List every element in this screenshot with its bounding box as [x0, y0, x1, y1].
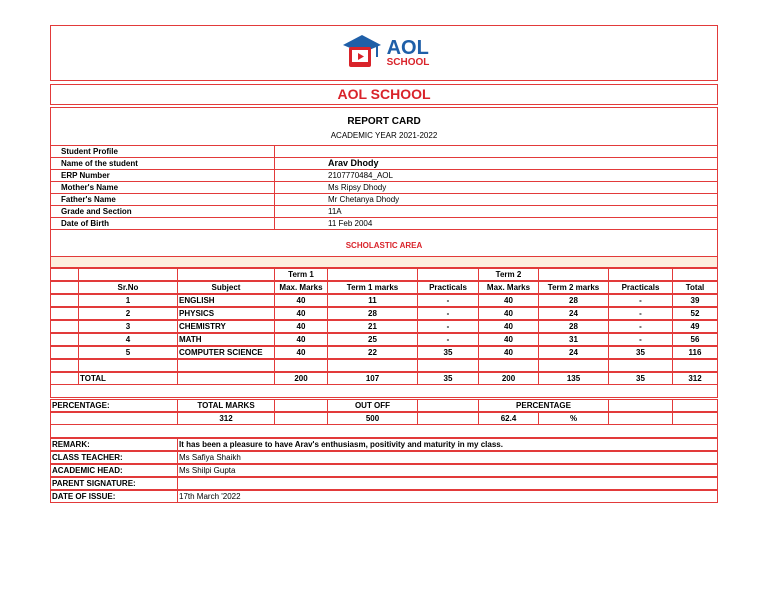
- practicals: 35: [609, 346, 673, 359]
- term1-marks: 25: [328, 333, 418, 346]
- term2-label: Term 2: [479, 268, 539, 281]
- practicals: -: [418, 333, 479, 346]
- spacer-row: [50, 425, 718, 438]
- table-row: [50, 320, 718, 333]
- logo-main-text: AOL: [386, 37, 429, 59]
- total-value: 312: [673, 372, 718, 385]
- subject: CHEMISTRY: [178, 320, 275, 333]
- max-marks: 40: [275, 346, 328, 359]
- col-header: Max. Marks: [479, 281, 539, 294]
- sr-no: 2: [79, 307, 178, 320]
- sr-no: 5: [79, 346, 178, 359]
- term1-label: Term 1: [275, 268, 328, 281]
- col-header: Practicals: [418, 281, 479, 294]
- empty-row: [50, 359, 718, 372]
- term1-marks: 28: [328, 307, 418, 320]
- total-marks-value: 312: [178, 412, 275, 425]
- practicals: -: [418, 294, 479, 307]
- remark-value: 17th March '2022: [178, 490, 718, 503]
- subject: MATH: [178, 333, 275, 346]
- col-header: Max. Marks: [275, 281, 328, 294]
- total-value: 35: [418, 372, 479, 385]
- term2-marks: 24: [539, 307, 609, 320]
- term-header-row: [50, 268, 718, 281]
- term1-marks: 21: [328, 320, 418, 333]
- logo-sub-text: SCHOOL: [386, 57, 430, 68]
- practicals: -: [418, 307, 479, 320]
- remark-row: [50, 451, 718, 464]
- subject: ENGLISH: [178, 294, 275, 307]
- practicals: -: [609, 333, 673, 346]
- profile-row: [50, 217, 718, 230]
- remark-label: DATE OF ISSUE:: [50, 490, 178, 503]
- profile-header: Student Profile: [50, 145, 275, 158]
- total-value: 200: [479, 372, 539, 385]
- remark-row: [50, 464, 718, 477]
- column-header-row: [50, 281, 718, 294]
- scholastic-heading-block: [50, 235, 718, 257]
- total: 39: [673, 294, 718, 307]
- col-header: Total: [673, 281, 718, 294]
- col-header: Sr.No: [79, 281, 178, 294]
- total: 52: [673, 307, 718, 320]
- remark-label: REMARK:: [50, 438, 178, 451]
- remark-label: PARENT SIGNATURE:: [50, 477, 178, 490]
- percentage-header: PERCENTAGE: [479, 399, 609, 412]
- total-label: TOTAL: [79, 372, 178, 385]
- out-off-label: OUT OFF: [328, 399, 418, 412]
- remark-row: [50, 490, 718, 503]
- remark-value: It has been a pleasure to have Arav's enthusiasm, positivity and maturity in my class.: [178, 438, 718, 451]
- practicals: -: [418, 320, 479, 333]
- spacer-row: [50, 385, 718, 398]
- max-marks: 40: [275, 320, 328, 333]
- remark-label: ACADEMIC HEAD:: [50, 464, 178, 477]
- table-row: [50, 294, 718, 307]
- col-header: Term 1 marks: [328, 281, 418, 294]
- table-row: [50, 307, 718, 320]
- total-row: [50, 372, 718, 385]
- practicals: -: [609, 307, 673, 320]
- total-value: 135: [539, 372, 609, 385]
- school-name: AOL SCHOOL: [337, 86, 431, 102]
- max-marks: 40: [479, 320, 539, 333]
- school-name-block: [50, 84, 718, 105]
- total-value: 107: [328, 372, 418, 385]
- max-marks: 40: [275, 294, 328, 307]
- profile-label: Name of the student: [50, 157, 275, 170]
- sr-no: 4: [79, 333, 178, 346]
- total-marks-label: TOTAL MARKS: [178, 399, 275, 412]
- profile-value: Ms Ripsy Dhody: [275, 181, 718, 194]
- remark-value: Ms Safiya Shaikh: [178, 451, 718, 464]
- percentage-value: 62.4: [479, 412, 539, 425]
- scholastic-heading: SCHOLASTIC AREA: [345, 241, 423, 250]
- profile-label: Grade and Section: [50, 205, 275, 218]
- spacer-row: [50, 257, 718, 268]
- subject: COMPUTER SCIENCE: [178, 346, 275, 359]
- profile-value: Mr Chetanya Dhody: [275, 193, 718, 206]
- total-value: 35: [609, 372, 673, 385]
- percentage-value-row: [50, 412, 718, 425]
- total: 56: [673, 333, 718, 346]
- remark-value: [178, 477, 718, 490]
- subject: PHYSICS: [178, 307, 275, 320]
- table-row: [50, 333, 718, 346]
- practicals: 35: [418, 346, 479, 359]
- col-header: Subject: [178, 281, 275, 294]
- total: 49: [673, 320, 718, 333]
- practicals: -: [609, 320, 673, 333]
- col-header: Term 2 marks: [539, 281, 609, 294]
- remark-value: Ms Shilpi Gupta: [178, 464, 718, 477]
- term2-marks: 24: [539, 346, 609, 359]
- remark-row: [50, 438, 718, 451]
- profile-value: Arav Dhody: [275, 157, 718, 170]
- school-logo-icon: [339, 31, 385, 75]
- max-marks: 40: [479, 307, 539, 320]
- logo-block: [50, 25, 718, 81]
- term1-marks: 22: [328, 346, 418, 359]
- remark-row: [50, 477, 718, 490]
- percentage-header-row: [50, 399, 718, 412]
- term2-marks: 28: [539, 294, 609, 307]
- term2-marks: 31: [539, 333, 609, 346]
- profile-label: Date of Birth: [50, 217, 275, 230]
- percentage-label: PERCENTAGE:: [50, 399, 178, 412]
- profile-label: Mother's Name: [50, 181, 275, 194]
- sr-no: 3: [79, 320, 178, 333]
- max-marks: 40: [275, 333, 328, 346]
- percent-sign: %: [539, 412, 609, 425]
- remark-label: CLASS TEACHER:: [50, 451, 178, 464]
- max-marks: 40: [275, 307, 328, 320]
- term1-marks: 11: [328, 294, 418, 307]
- term2-marks: 28: [539, 320, 609, 333]
- profile-value: 11 Feb 2004: [275, 217, 718, 230]
- max-marks: 40: [479, 294, 539, 307]
- report-title: REPORT CARD: [347, 116, 421, 127]
- max-marks: 40: [479, 346, 539, 359]
- profile-value: 2107770484_AOL: [275, 169, 718, 182]
- profile-label: Father's Name: [50, 193, 275, 206]
- profile-value: 11A: [275, 205, 718, 218]
- col-header: Practicals: [609, 281, 673, 294]
- table-row: [50, 346, 718, 359]
- total: 116: [673, 346, 718, 359]
- practicals: -: [609, 294, 673, 307]
- academic-year: ACADEMIC YEAR 2021-2022: [330, 131, 438, 140]
- out-off-value: 500: [328, 412, 418, 425]
- total-value: 200: [275, 372, 328, 385]
- profile-label: ERP Number: [50, 169, 275, 182]
- max-marks: 40: [479, 333, 539, 346]
- sr-no: 1: [79, 294, 178, 307]
